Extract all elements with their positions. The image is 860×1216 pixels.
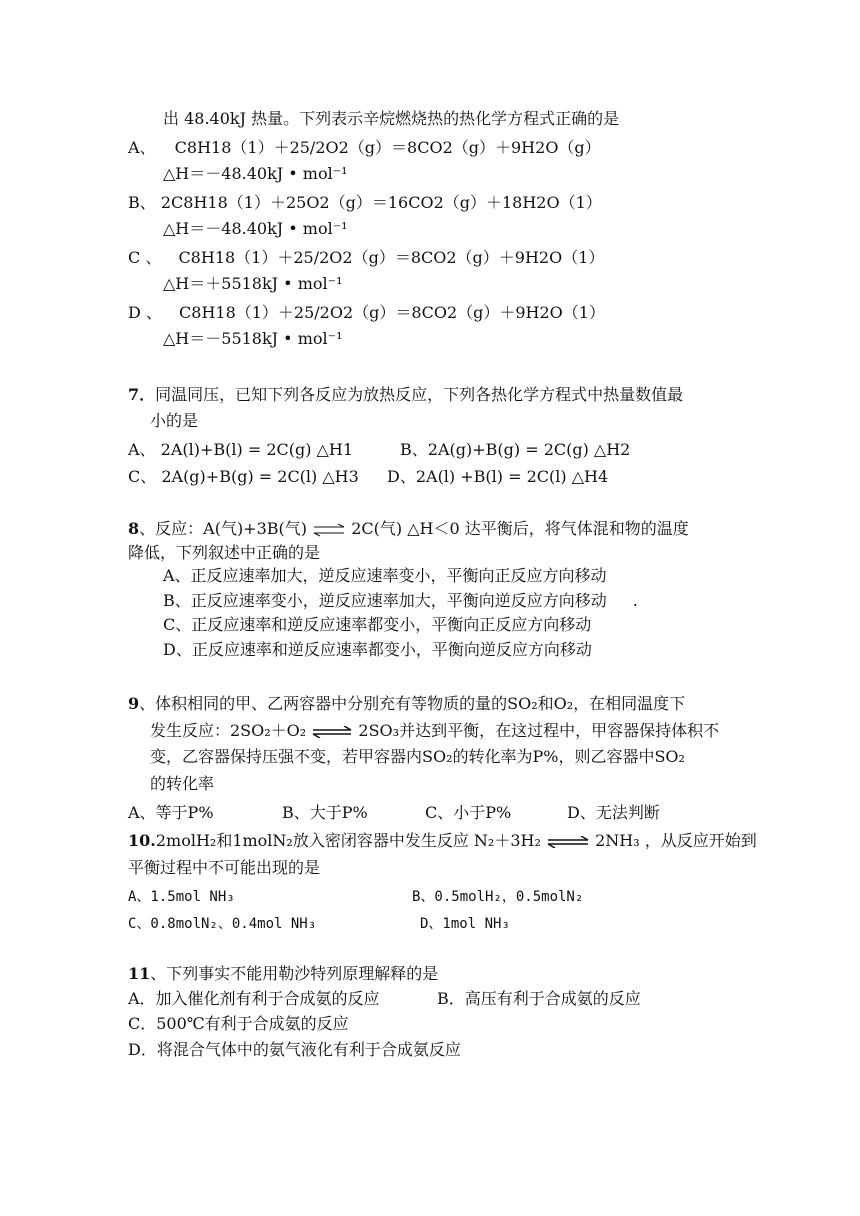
- q11-option-a: A．加入催化剂有利于合成氨的反应: [128, 989, 380, 1008]
- q9-stem-line2: [150, 720, 719, 742]
- q11-number: 11: [128, 964, 151, 983]
- q10-stem-pre: 2molH₂和1molN₂放入密闭容器中发生反应 N₂＋3H₂: [155, 831, 541, 850]
- q6-option-d-equation: C8H18（1）＋25/2O2（g）＝8CO2（g）＋9H2O（1）: [179, 303, 605, 322]
- q6-option-c-enthalpy: △H＝＋5518kJ • mol⁻¹: [163, 274, 343, 293]
- q6-option-a-enthalpy: △H＝－48.40kJ • mol⁻¹: [163, 164, 348, 183]
- q11-stem-text: 、下列事实不能用勒沙特列原理解释的是: [150, 964, 439, 983]
- q8-option-a: A、正反应速率加大，逆反应速率变小，平衡向正反应方向移动: [163, 566, 607, 585]
- q6-option-b-equation: 2C8H18（1）＋25O2（g）＝16CO2（g）＋18H2O（1）: [160, 193, 602, 212]
- q9-stem-text: 、体积相同的甲、乙两容器中分别充有等物质的量的SO₂和O₂，在相同温度下: [139, 694, 686, 713]
- q9-stem-line4: 的转化率: [150, 774, 215, 793]
- q6-option-c: [128, 247, 604, 269]
- q7-stem-line1: 7．同温同压，已知下列各反应为放热反应，下列各热化学方程式中热量数值最: [128, 385, 684, 404]
- q10-option-d: D、1mol NH₃: [420, 916, 510, 932]
- q10-option-c: C、0.8molN₂、0.4mol NH₃: [128, 916, 317, 932]
- equilibrium-arrow-icon: [312, 523, 346, 537]
- q9-stem-line1: [128, 693, 685, 715]
- q8-stem-post: 2C(气) △H＜0 达平衡后，将气体混和物的温度: [351, 519, 689, 538]
- q6-stem-tail: 出 48.40kJ 热量。下列表示辛烷燃烧热的热化学方程式正确的是: [163, 109, 620, 128]
- q6-option-d: [128, 302, 605, 324]
- q6-option-a-label: A、: [128, 138, 156, 157]
- q7-option-d: D、2A(l) +B(l) = 2C(l) △H4: [387, 467, 609, 486]
- q6-option-a: [128, 137, 601, 159]
- q7-stem-line2: 小的是: [150, 411, 199, 430]
- q9-option-c: C、小于P%: [425, 803, 512, 822]
- q9-number: 9: [128, 694, 140, 713]
- q8-stem-line1: [128, 518, 689, 540]
- equilibrium-arrow-icon: [311, 726, 353, 738]
- q8-option-c: C、正反应速率和逆反应速率都变小，平衡向正反应方向移动: [163, 615, 592, 634]
- q10-stem-line2: 平衡过程中不可能出现的是: [128, 858, 321, 877]
- q8-number: 8: [128, 519, 140, 538]
- q10-stem-line1: [128, 830, 757, 852]
- q6-option-b: [128, 192, 602, 214]
- q10-number: 10.: [128, 831, 156, 850]
- q6-option-d-label: D 、: [128, 303, 162, 322]
- q10-option-a: A、1.5mol NH₃: [128, 889, 235, 905]
- q9-option-b: B、大于P%: [282, 803, 368, 822]
- q7-option-a: A、 2A(l)+B(l) = 2C(g) △H1: [128, 440, 353, 459]
- q6-option-c-equation: C8H18（1）＋25/2O2（g）＝8CO2（g）＋9H2O（1）: [178, 248, 605, 267]
- q11-option-b: B．高压有利于合成氨的反应: [437, 989, 641, 1008]
- q9-stem2-post: 2SO₃并达到平衡，在这过程中，甲容器保持体积不: [358, 721, 720, 740]
- q10-stem-post: 2NH₃ ，从反应开始到: [595, 831, 757, 850]
- q11-option-d: D．将混合气体中的氨气液化有利于合成氨反应: [128, 1040, 461, 1059]
- q6-option-d-enthalpy: △H＝－5518kJ • mol⁻¹: [163, 329, 343, 348]
- q7-number: 7: [128, 385, 140, 404]
- q8-option-b-text: B、正反应速率变小，逆反应速率加大，平衡向逆反应方向移动: [163, 591, 607, 610]
- q8-option-d: D、正反应速率和逆反应速率都变小，平衡向逆反应方向移动: [163, 640, 592, 659]
- q6-option-a-equation: C8H18（1）＋25/2O2（g）＝8CO2（g）＋9H2O（g）: [174, 138, 601, 157]
- q9-option-a: A、等于P%: [128, 803, 214, 822]
- q11-stem: [128, 963, 438, 985]
- q9-option-d: D、无法判断: [567, 803, 660, 822]
- q6-option-c-label: C 、: [128, 248, 162, 267]
- q7-stem-text: 同温同压，已知下列各反应为放热反应，下列各热化学方程式中热量数值最: [155, 385, 684, 404]
- q8-option-b: B、正反应速率变小，逆反应速率加大，平衡向逆反应方向移动 .: [163, 591, 638, 610]
- equilibrium-arrow-icon: [546, 836, 590, 848]
- q9-stem2-pre: 发生反应：2SO₂＋O₂: [150, 721, 307, 740]
- q6-option-b-enthalpy: △H＝－48.40kJ • mol⁻¹: [163, 219, 348, 238]
- q8-stem-pre: 、反应：A(气)+3B(气): [139, 519, 308, 538]
- q10-option-b: B、0.5molH₂，0.5molN₂: [412, 889, 584, 905]
- q7-option-b: B、2A(g)+B(g) = 2C(g) △H2: [400, 440, 631, 459]
- q6-option-b-label: B、: [128, 193, 156, 212]
- q7-option-c: C、 2A(g)+B(g) = 2C(l) △H3: [128, 467, 359, 486]
- q8-stem-line2: 降低，下列叙述中正确的是: [128, 543, 321, 562]
- q11-option-c: C．500℃有利于合成氨的反应: [128, 1014, 349, 1033]
- q9-stem-line3: 变，乙容器保持压强不变，若甲容器内SO₂的转化率为P%，则乙容器中SO₂: [150, 747, 685, 766]
